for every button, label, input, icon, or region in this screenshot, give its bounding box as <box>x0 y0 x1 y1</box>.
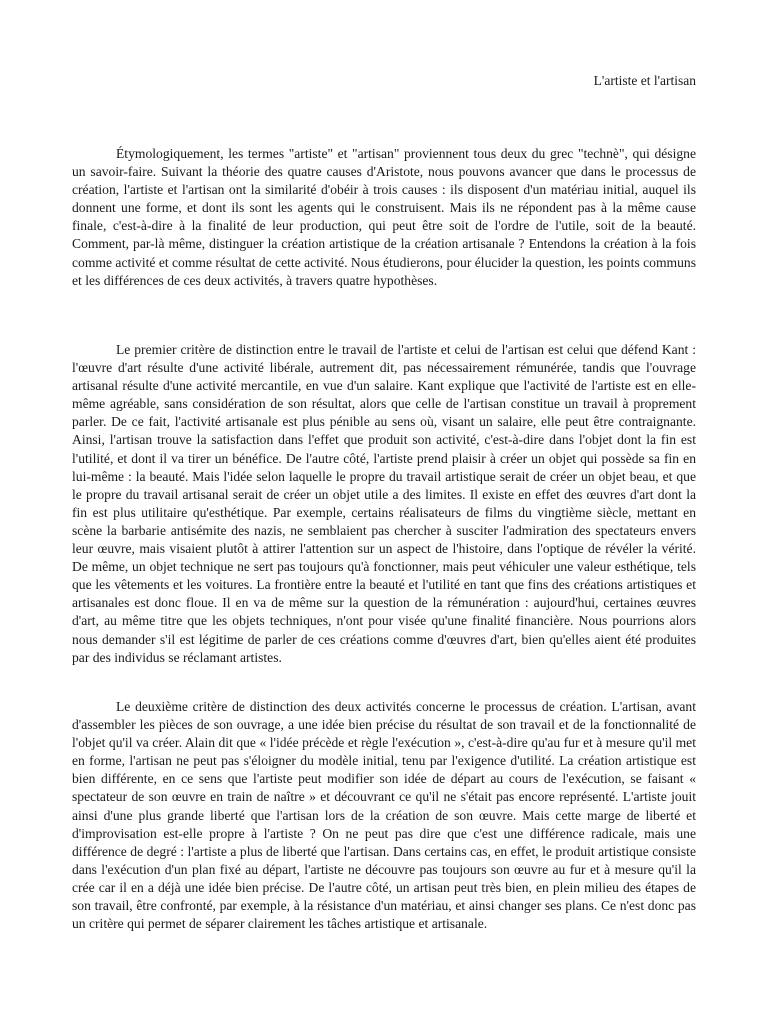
document-page <box>72 0 696 1024</box>
running-header: L'artiste et l'artisan <box>593 73 696 88</box>
paragraph-introduction: Étymologiquement, les termes "artiste" et "artisan" proviennent tous deux du grec "technè", qui désigne un savoir-faire. Suivant la théorie des quatre causes d'Aristote, nous pouvons avancer que dans le processus de création, l'artiste et l'artisan ont la similarité d'obéir à trois causes : ils disposent d'un matériau initial, auquel ils donnent une forme, et dont ils sont les agents qui le construisent. Mais ils ne répondent pas à la même cause finale, c'est-à-dire à la finalité de leur production, qui peut être soit de l'ordre de l'utile, soit de la beauté. Comment, par-là même, distinguer la création artistique de la création artisanale ? Entendons la création à la fois comme activité et comme résultat de cette activité. Nous étudierons, pour élucider la question, les points communs et les différences de ces deux activités, à travers quatre hypothèses. <box>72 146 696 288</box>
paragraph-first-criterion: Le premier critère de distinction entre le travail de l'artiste et celui de l'artisan est celui que défend Kant : l'œuvre d'art résulte d'une activité libérale, autrement dit, pas nécessairement rémunérée, tandis que l'ouvrage artisanal résulte d'une activité mercantile, en vue d'un salaire. Kant explique que l'activité de l'artiste est en elle-même agréable, sans considération de son résultat, alors que celle de l'artisan constitue un travail à proprement parler. De ce fait, l'activité artisanale est plus pénible au sens où, visant un salaire, elle peut être contraignante. Ainsi, l'artisan trouve la satisfaction dans l'effet que produit son activité, c'est-à-dire dans l'objet dont la fin est l'utilité, et dont il va tirer un bénéfice. De l'autre côté, l'artiste prend plaisir à créer un objet qui possède sa fin en lui-même : la beauté. Mais l'idée selon laquelle le propre du travail artistique serait de créer un objet beau, et que le propre du travail artisanal serait de créer un objet utile a des limites. Il existe en effet des œuvres d'art dont la fin est plus utilitaire qu'esthétique. Par exemple, certains réalisateurs de films du vingtième siècle, mettant en scène la barbarie antisémite des nazis, ne semblaient pas chercher à susciter l'admiration des spectateurs envers leur œuvre, mais visaient plutôt à attirer l'attention sur un aspect de l'histoire, dans l'optique de révéler la vérité. De même, un objet technique ne sert pas toujours qu'à fonctionner, mais peut véhiculer une valeur esthétique, tels que les vêtements et les voitures. La frontière entre la beauté et l'utilité en tant que fins des créations artistiques et artisanales est donc floue. Il en va de même sur la question de la rémunération : aujourd'hui, certaines œuvres d'art, au même titre que les objets techniques, n'ont pour visée qu'une finalité financière. Nous pourrions alors nous demander s'il est légitime de parler de ces créations comme d'œuvres d'art, bien qu'elles aient été produites par des individus se réclamant artistes. <box>72 342 696 665</box>
paragraph-second-criterion: Le deuxième critère de distinction des deux activités concerne le processus de création. L'artisan, avant d'assembler les pièces de son ouvrage, a une idée bien précise du résultat de son travail et de la fonctionnalité de l'objet qu'il va créer. Alain dit que « l'idée précède et règle l'exécution », c'est-à-dire qu'au fur et à mesure qu'il met en forme, l'artisan ne peut pas s'éloigner du modèle initial, tenu par l'exigence d'utilité. La création artistique est bien différente, en ce sens que l'artiste peut modifier son idée de départ au cours de l'exécution, se faisant « spectateur de son œuvre en train de naître » et découvrant ce qu'il ne s'était pas encore représenté. L'artiste jouit ainsi d'une plus grande liberté que l'artisan lors de la création de son œuvre. Mais cette marge de liberté et d'improvisation est-elle propre à l'artiste ? On ne peut pas dire que c'est une différence radicale, mais une différence de degré : l'artiste a plus de liberté que l'artisan. Dans certains cas, en effet, le produit artistique consiste dans l'exécution d'un plan fixé au départ, l'artiste ne découvre pas toujours son œuvre au fur et à mesure qu'il la crée car il en a déjà une idée bien précise. De l'autre côté, un artisan peut très bien, en plein milieu des étapes de son travail, être confronté, par exemple, à la résistance d'un matériau, et ainsi changer ses plans. Ce n'est donc pas un critère qui permet de séparer clairement les tâches artistique et artisanale. <box>72 699 696 932</box>
